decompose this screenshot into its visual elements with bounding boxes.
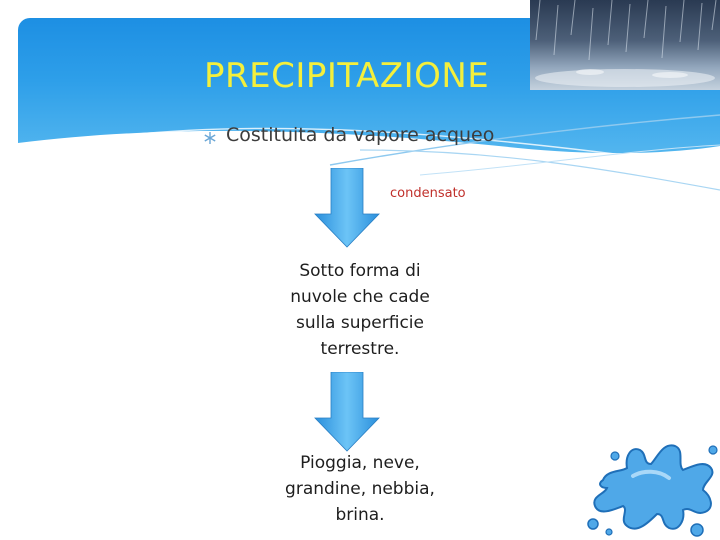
flow-box-2-line: grandine, nebbia, bbox=[285, 479, 435, 499]
down-arrow-2 bbox=[314, 372, 380, 452]
flow-box-1-line: nuvole che cade bbox=[290, 287, 430, 307]
flow-box-1-line: sulla superficie bbox=[295, 313, 424, 333]
arrow-label: condensato bbox=[390, 186, 466, 201]
flow-box-2 bbox=[252, 450, 468, 528]
slide-title: PRECIPITAZIONE bbox=[204, 56, 490, 96]
flow-box-1 bbox=[262, 258, 458, 362]
flow-box-2-line: Pioggia, neve, bbox=[300, 453, 420, 473]
bullet-text: Costituita da vapore acqueo bbox=[226, 124, 495, 146]
rain-photo bbox=[530, 0, 720, 90]
asterisk-bullet-icon bbox=[204, 132, 216, 144]
flow-box-2-line: brina. bbox=[335, 505, 385, 525]
flow-box-1-line: terrestre. bbox=[320, 339, 400, 359]
water-splash-icon bbox=[585, 436, 720, 540]
flow-box-1-line: Sotto forma di bbox=[299, 261, 421, 281]
down-arrow-1 bbox=[314, 168, 380, 248]
